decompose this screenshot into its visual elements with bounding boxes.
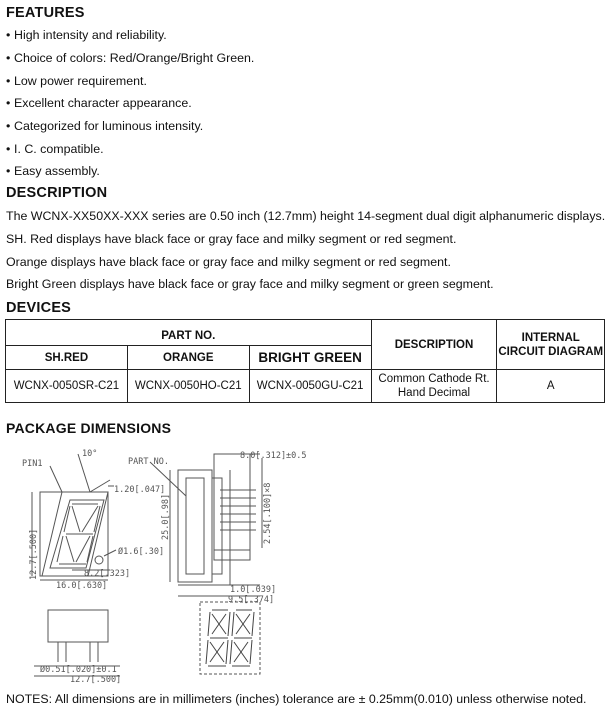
- digit-face-view: [200, 602, 260, 674]
- package-heading: PACKAGE DIMENSIONS: [6, 420, 172, 436]
- description-line: Bright Green displays have black face or gray face and milky segment or green segment.: [6, 277, 494, 291]
- features-heading: FEATURES: [6, 5, 85, 21]
- dim-8-0: 8.0[.312]±0.5: [240, 451, 307, 461]
- cell-description: Common Cathode Rt. Hand Decimal: [371, 370, 497, 403]
- notes: NOTES: All dimensions are in millimeters (inches) tolerance are ± 0.25mm(0.010) unless otherwise noted.: [6, 692, 587, 706]
- package-drawing: [0, 440, 610, 685]
- feature-item: • Excellent character appearance.: [6, 96, 192, 110]
- feature-item: • Low power requirement.: [6, 74, 147, 88]
- devices-heading: DEVICES: [6, 300, 72, 316]
- dim-16-0: 16.0[.630]: [56, 581, 108, 591]
- feature-item: • Easy assembly.: [6, 164, 100, 178]
- col-sh-red: SH.RED: [6, 346, 128, 370]
- circuit-diagram-header: INTERNAL CIRCUIT DIAGRAM: [497, 320, 605, 370]
- dim-1-6: Ø1.6[.30]: [118, 547, 165, 557]
- dim-25-0: 25.0[.98]: [161, 493, 171, 540]
- feature-item: • High intensity and reliability.: [6, 28, 167, 42]
- part-no-header: PART NO.: [6, 320, 372, 346]
- cell-orange: WCNX-0050HO-C21: [127, 370, 249, 403]
- dim-12-7-h: 12.7[.500]: [70, 675, 122, 685]
- cell-circuit-diagram: A: [497, 370, 605, 403]
- pin1-label: PIN1: [22, 459, 43, 469]
- description-line: The WCNX-XX50XX-XXX series are 0.50 inch (12.7mm) height 14-segment dual digit alphanumeric displays.: [6, 209, 606, 223]
- front-view: [32, 454, 116, 580]
- part-no-label: PART NO.: [128, 457, 169, 467]
- description-header: DESCRIPTION: [371, 320, 497, 370]
- dim-12-7-v: 12.7[.500]: [29, 528, 39, 580]
- feature-item: • Categorized for luminous intensity.: [6, 119, 204, 133]
- dim-9-5: 9.5[.374]: [228, 595, 275, 605]
- dim-0-51: Ø0.51[.020]±0.1: [40, 665, 117, 675]
- dim-8-2: 8.2[.323]: [84, 569, 131, 579]
- cell-bright-green: WCNX-0050GU-C21: [249, 370, 371, 403]
- col-orange: ORANGE: [127, 346, 249, 370]
- angle-label: 10°: [82, 449, 98, 459]
- cell-sh-red: WCNX-0050SR-C21: [6, 370, 128, 403]
- col-bright-green: BRIGHT GREEN: [249, 346, 371, 370]
- pin-view: [214, 454, 262, 560]
- dim-2-54: 2.54[.100]×8: [263, 482, 273, 544]
- description-heading: DESCRIPTION: [6, 185, 108, 201]
- description-line: Orange displays have black face or gray face and milky segment or red segment.: [6, 255, 451, 269]
- dim-1-20: 1.20[.047]: [114, 485, 166, 495]
- dim-1-0: 1.0[.039]: [230, 585, 277, 595]
- devices-table: [5, 319, 605, 403]
- feature-item: • Choice of colors: Red/Orange/Bright Green.: [6, 51, 255, 65]
- description-line: SH. Red displays have black face or gray face and milky segment or red segment.: [6, 232, 457, 246]
- feature-item: • I. C. compatible.: [6, 142, 104, 156]
